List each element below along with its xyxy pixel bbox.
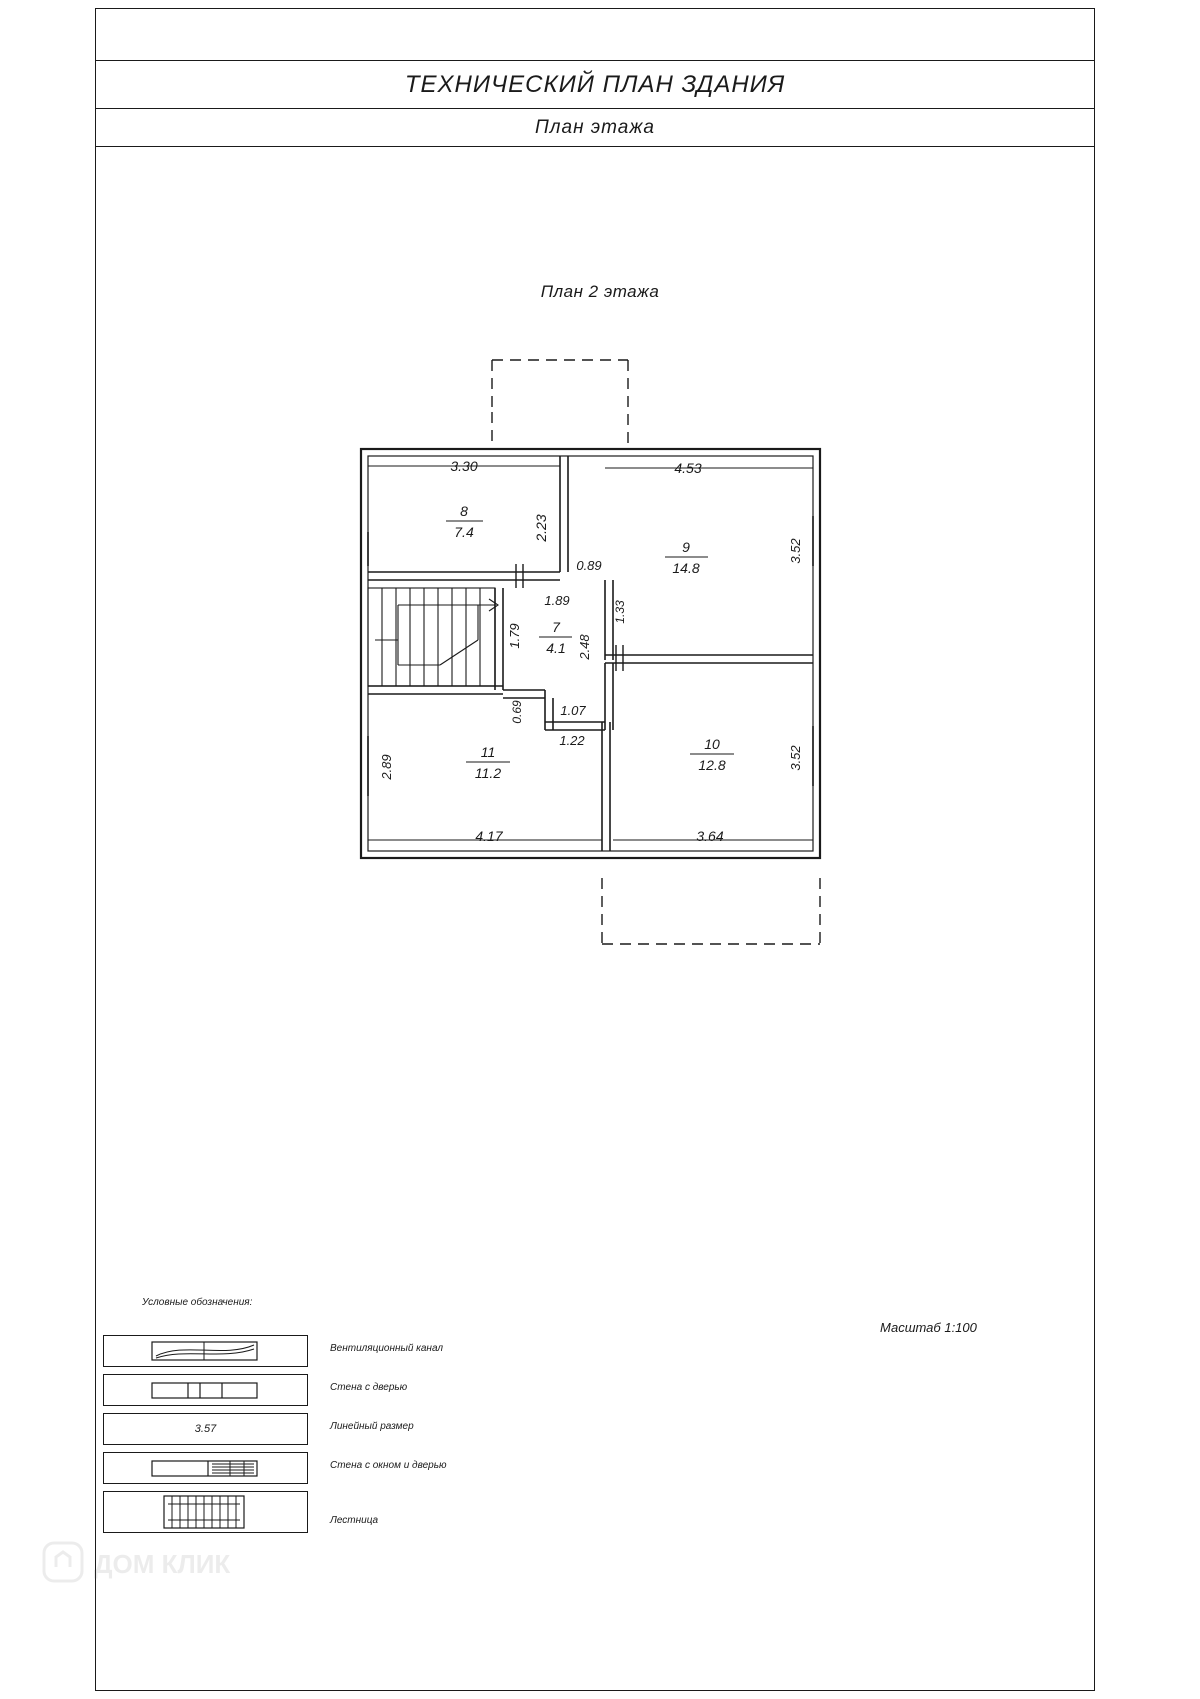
- dimension-hall-height: 2.48: [577, 634, 592, 660]
- dimension-hall-top: 0.89: [576, 558, 602, 573]
- dimension-hall-bottom-left: 0.69: [510, 700, 524, 724]
- legend-row-vent: [103, 1335, 308, 1367]
- scale-label: Масштаб 1:100: [880, 1320, 977, 1335]
- dimension-hall-bottom: 1.22: [559, 733, 585, 748]
- legend-dimension-value: 3.57: [194, 1423, 217, 1435]
- dimension-room11-bottom: 4.17: [475, 828, 503, 844]
- dimension-room10-bottom: 3.64: [696, 828, 724, 844]
- legend-row-window-door: [103, 1452, 308, 1484]
- room-7-number: 7: [552, 619, 560, 635]
- dimension-room10-right: 3.52: [788, 745, 803, 771]
- room-9-area: 14.8: [672, 560, 700, 576]
- svg-text:ДОМ КЛИК: ДОМ КЛИК: [94, 1549, 231, 1579]
- staircase-symbol: [368, 588, 498, 686]
- legend-title: Условные обозначения:: [142, 1297, 253, 1308]
- plan-caption: План 2 этажа: [540, 282, 660, 301]
- legend-label-vent: Вентиляционный канал: [330, 1343, 444, 1354]
- legend-label-stairs: Лестница: [330, 1515, 379, 1526]
- dimension-room8-height: 2.23: [533, 514, 549, 542]
- page-title: ТЕХНИЧЕСКИЙ ПЛАН ЗДАНИЯ: [404, 71, 786, 98]
- dimension-hall-left-height: 1.79: [507, 623, 522, 649]
- dimension-room9-height: 3.52: [788, 538, 803, 564]
- page-subtitle: План этажа: [535, 117, 655, 138]
- dimension-hall-right: 1.33: [613, 600, 627, 624]
- room-11-number: 11: [480, 744, 496, 760]
- dashed-projection-bottom: [602, 878, 820, 944]
- legend-row-door: [103, 1374, 308, 1406]
- wall-with-door-symbol: [104, 1375, 307, 1405]
- legend-row-stairs: [103, 1491, 308, 1533]
- room-10-area: 12.8: [698, 757, 726, 773]
- legend-label-dimension: Линейный размер: [330, 1421, 414, 1432]
- legend-label-window-door: Стена с окном и дверью: [330, 1460, 447, 1471]
- dashed-projection-top: [492, 360, 628, 449]
- dimension-room8-width: 3.30: [450, 458, 478, 474]
- legend-row-dimension: [103, 1413, 308, 1445]
- legend-label-door: Стена с дверью: [330, 1382, 408, 1393]
- room-10-number: 10: [704, 736, 720, 752]
- dimension-hall-door-width: 1.07: [560, 703, 586, 718]
- room-7-area: 4.1: [546, 640, 566, 656]
- stairs-symbol: [104, 1492, 307, 1532]
- room-11-area: 11.2: [474, 765, 502, 781]
- room-8-area: 7.4: [454, 524, 474, 540]
- watermark-logo: [42, 1537, 272, 1587]
- room-9-number: 9: [682, 539, 690, 555]
- dimension-room9-width: 4.53: [674, 460, 702, 476]
- room-8-number: 8: [460, 503, 468, 519]
- wall-with-window-and-door-symbol: [104, 1453, 307, 1483]
- dimension-hall-inner-width: 1.89: [544, 593, 570, 608]
- vent-channel-symbol: [104, 1336, 307, 1366]
- dimension-room11-left: 2.89: [379, 754, 394, 780]
